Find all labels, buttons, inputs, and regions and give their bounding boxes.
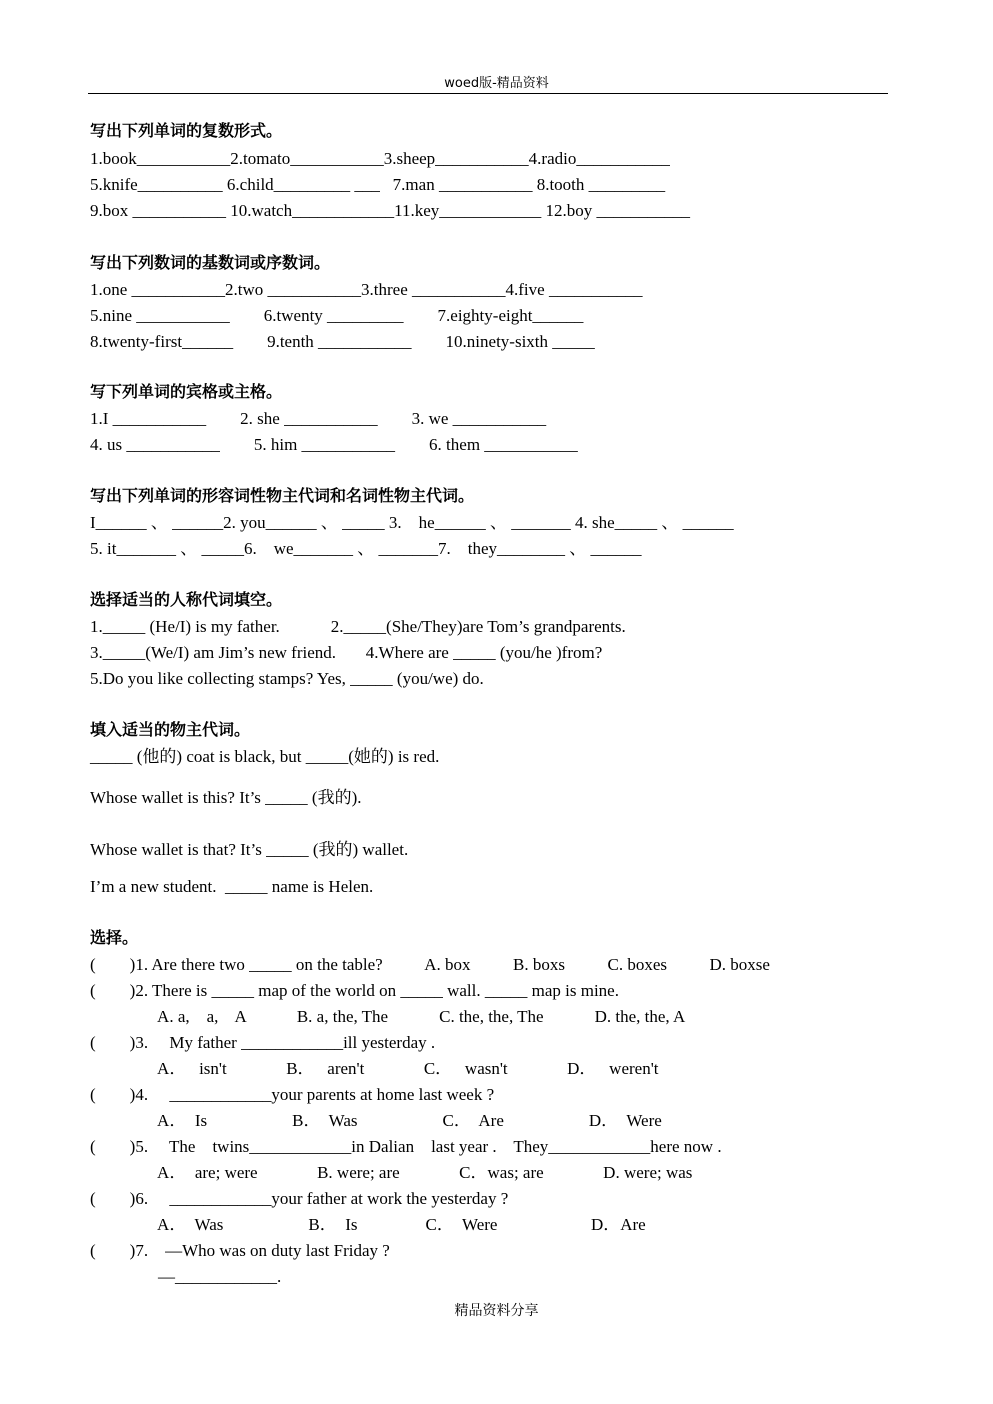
options-line: A． Is B． Was C． Are D． Were: [90, 1111, 662, 1130]
exercise-line: 5.Do you like collecting stamps? Yes, _____ (you/we) do.: [90, 669, 484, 688]
question-line: ( )3. My father ____________ill yesterday .: [90, 1033, 436, 1052]
section-heading: 写下列单词的宾格或主格。: [90, 382, 283, 401]
options-line: A． Was B． Is C． Were D．Are: [90, 1215, 646, 1234]
page-footer: 精品资料分享: [454, 1303, 539, 1319]
exercise-line: 1._____ (He/I) is my father. 2._____(She/They)are Tom’s grandparents.: [90, 617, 626, 636]
header-divider: [88, 93, 888, 94]
section-heading: 选择。: [90, 928, 139, 947]
exercise-line: 3._____(We/I) am Jim’s new friend. 4.Where are _____ (you/he )from?: [90, 643, 603, 662]
section-heading: 写出下列单词的复数形式。: [90, 121, 283, 140]
exercise-line: 5.knife__________ 6.child_________ ___ 7.man ___________ 8.tooth _________: [90, 175, 666, 194]
section-heading: 填入适当的物主代词。: [90, 720, 251, 739]
question-line: ( )2. There is _____ map of the world on _____ wall. _____ map is mine.: [90, 981, 619, 1000]
exercise-line: I______ 、 ______2. you______ 、 _____ 3. he______ 、 _______ 4. she_____ 、 ______: [90, 513, 734, 532]
exercise-line: I’m a new student. _____ name is Helen.: [90, 877, 374, 896]
exercise-line: _____ (他的) coat is black, but _____(她的) is red.: [90, 747, 440, 766]
question-line: ( )1. Are there two _____ on the table? A. box B. boxs C. boxes D. boxse: [90, 955, 770, 974]
question-line: ( )5. The twins____________in Dalian last year . They____________here now .: [90, 1137, 722, 1156]
question-line: ( )4. ____________your parents at home last week ?: [90, 1085, 495, 1104]
exercise-line: Whose wallet is that? It’s _____ (我的) wallet.: [90, 840, 409, 859]
exercise-line: Whose wallet is this? It’s _____ (我的).: [90, 788, 362, 807]
question-line: ( )7. —Who was on duty last Friday ?: [90, 1241, 390, 1260]
options-line: A． are; were B. were; are C．was; are D. were; was: [90, 1163, 693, 1182]
exercise-line: 9.box ___________ 10.watch____________11.key____________ 12.boy ___________: [90, 201, 691, 220]
exercise-line: 5. it_______ 、 _____6. we_______ 、 _______7. they________ 、 ______: [90, 539, 642, 558]
exercise-line: 1.one ___________2.two ___________3.three ___________4.five ___________: [90, 280, 643, 299]
options-line: A. a, a, A B. a, the, The C. the, the, The D. the, the, A: [90, 1007, 686, 1026]
exercise-line: 1.book___________2.tomato___________3.sheep___________4.radio___________: [90, 149, 670, 168]
exercise-line: 8.twenty-first______ 9.tenth ___________ 10.ninety-sixth _____: [90, 332, 595, 351]
exercise-line: 4. us ___________ 5. him ___________ 6. them ___________: [90, 435, 578, 454]
exercise-line: 1.I ___________ 2. she ___________ 3. we ___________: [90, 409, 547, 428]
question-line: ( )6. ____________your father at work the yesterday ?: [90, 1189, 509, 1208]
exercise-line: 5.nine ___________ 6.twenty _________ 7.eighty-eight______: [90, 306, 584, 325]
header-text: woed版-精品资料: [444, 76, 549, 91]
answer-line: —____________.: [90, 1267, 282, 1286]
options-line: A． isn't B． aren't C． wasn't D． weren't: [90, 1059, 659, 1078]
section-heading: 写出下列数词的基数词或序数词。: [90, 253, 331, 272]
section-heading: 选择适当的人称代词填空。: [90, 590, 283, 609]
section-heading: 写出下列单词的形容词性物主代词和名词性物主代词。: [90, 486, 475, 505]
